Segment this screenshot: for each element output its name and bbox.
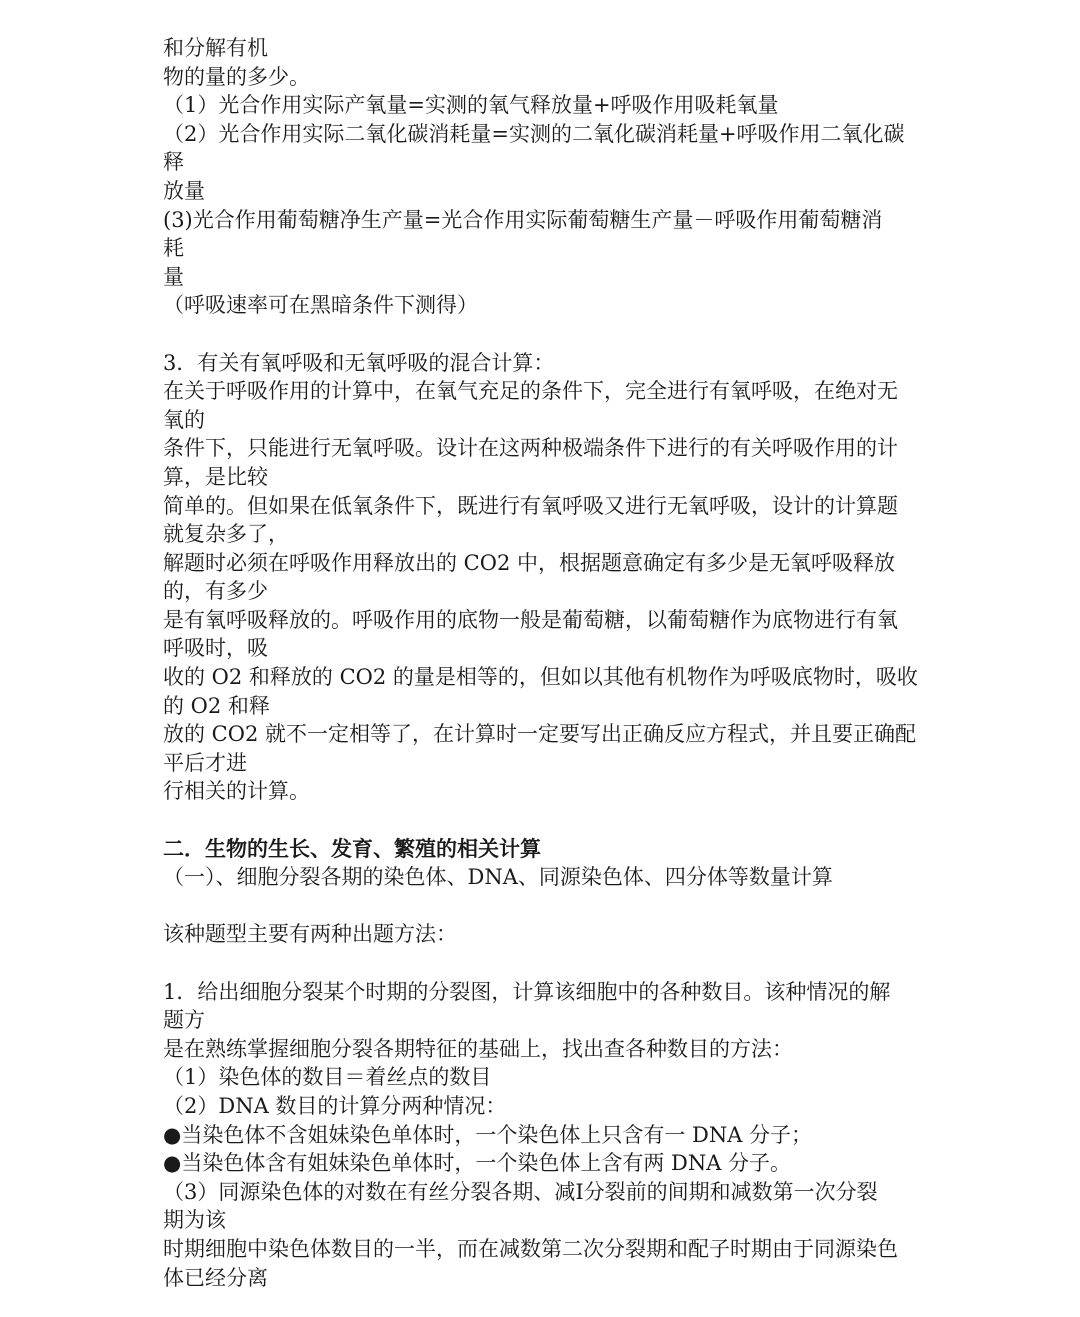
text-line: 是在熟练掌握细胞分裂各期特征的基础上，找出查各种数目的方法：	[163, 1036, 793, 1061]
text-line: ●当染色体含有姐妹染色单体时，一个染色体上含有两 DNA 分子。	[163, 1151, 792, 1176]
document-body	[163, 34, 1023, 1292]
blank-line	[163, 806, 1023, 835]
text-line: （一）、细胞分裂各期的染色体、DNA、同源染色体、四分体等数量计算	[163, 865, 833, 890]
text-line: 算，是比较	[163, 464, 268, 489]
text-line: (3)光合作用葡萄糖净生产量=光合作用实际葡萄糖生产量－呼吸作用葡萄糖消	[163, 207, 883, 232]
section-heading: 二．生物的生长、发育、繁殖的相关计算	[163, 835, 541, 861]
text-line: 耗	[163, 236, 184, 261]
text-line: 物的量的多少。	[163, 64, 310, 89]
text-line: 条件下，只能进行无氧呼吸。设计在这两种极端条件下进行的有关呼吸作用的计	[163, 436, 898, 461]
text-line: 3．有关有氧呼吸和无氧呼吸的混合计算：	[163, 350, 555, 375]
text-line: 量	[163, 264, 184, 289]
text-line: 1．给出细胞分裂某个时期的分裂图，计算该细胞中的各种数目。该种情况的解	[163, 979, 891, 1004]
text-line: 释	[163, 150, 184, 175]
text-line: 就复杂多了，	[163, 522, 289, 547]
text-line: 题方	[163, 1008, 205, 1033]
text-line: 放的 CO2 就不一定相等了，在计算时一定要写出正确反应方程式，并且要正确配	[163, 722, 916, 747]
text-line: （3）同源染色体的对数在有丝分裂各期、减Ⅰ分裂前的间期和减数第一次分裂	[163, 1179, 878, 1204]
text-line: 放量	[163, 178, 205, 203]
blank-line	[163, 320, 1023, 349]
text-line: 收的 O2 和释放的 CO2 的量是相等的，但如以其他有机物作为呼吸底物时，吸收	[163, 665, 918, 690]
text-line: 体已经分离	[163, 1265, 268, 1290]
text-line: 行相关的计算。	[163, 779, 310, 804]
text-line: 时期细胞中染色体数目的一半，而在减数第二次分裂期和配子时期由于同源染色	[163, 1236, 898, 1261]
text-line: 该种题型主要有两种出题方法：	[163, 922, 457, 947]
text-line: 平后才进	[163, 750, 247, 775]
text-line: 呼吸时，吸	[163, 636, 268, 661]
text-line: （呼吸速率可在黑暗条件下测得）	[163, 293, 478, 318]
text-line: 的 O2 和释	[163, 693, 270, 718]
text-line: （2）DNA 数目的计算分两种情况：	[163, 1093, 507, 1118]
text-line: （1）染色体的数目＝着丝点的数目	[163, 1065, 492, 1090]
text-line: 氧的	[163, 407, 205, 432]
text-line: 期为该	[163, 1208, 226, 1233]
text-line: （2）光合作用实际二氧化碳消耗量=实测的二氧化碳消耗量+呼吸作用二氧化碳	[163, 121, 905, 146]
text-line: 和分解有机	[163, 36, 268, 60]
text-line: （1）光合作用实际产氧量=实测的氧气释放量+呼吸作用吸耗氧量	[163, 93, 779, 118]
blank-line	[163, 892, 1023, 921]
blank-line	[163, 949, 1023, 978]
text-line: ●当染色体不含姐妹染色单体时，一个染色体上只含有一 DNA 分子；	[163, 1122, 813, 1147]
text-line: 的，有多少	[163, 579, 268, 604]
text-line: 是有氧呼吸释放的。呼吸作用的底物一般是葡萄糖，以葡萄糖作为底物进行有氧	[163, 607, 898, 632]
text-line: 在关于呼吸作用的计算中，在氧气充足的条件下，完全进行有氧呼吸，在绝对无	[163, 379, 898, 404]
text-line: 解题时必须在呼吸作用释放出的 CO2 中，根据题意确定有多少是无氧呼吸释放	[163, 550, 895, 575]
text-line: 简单的。但如果在低氧条件下，既进行有氧呼吸又进行无氧呼吸，设计的计算题	[163, 493, 898, 518]
